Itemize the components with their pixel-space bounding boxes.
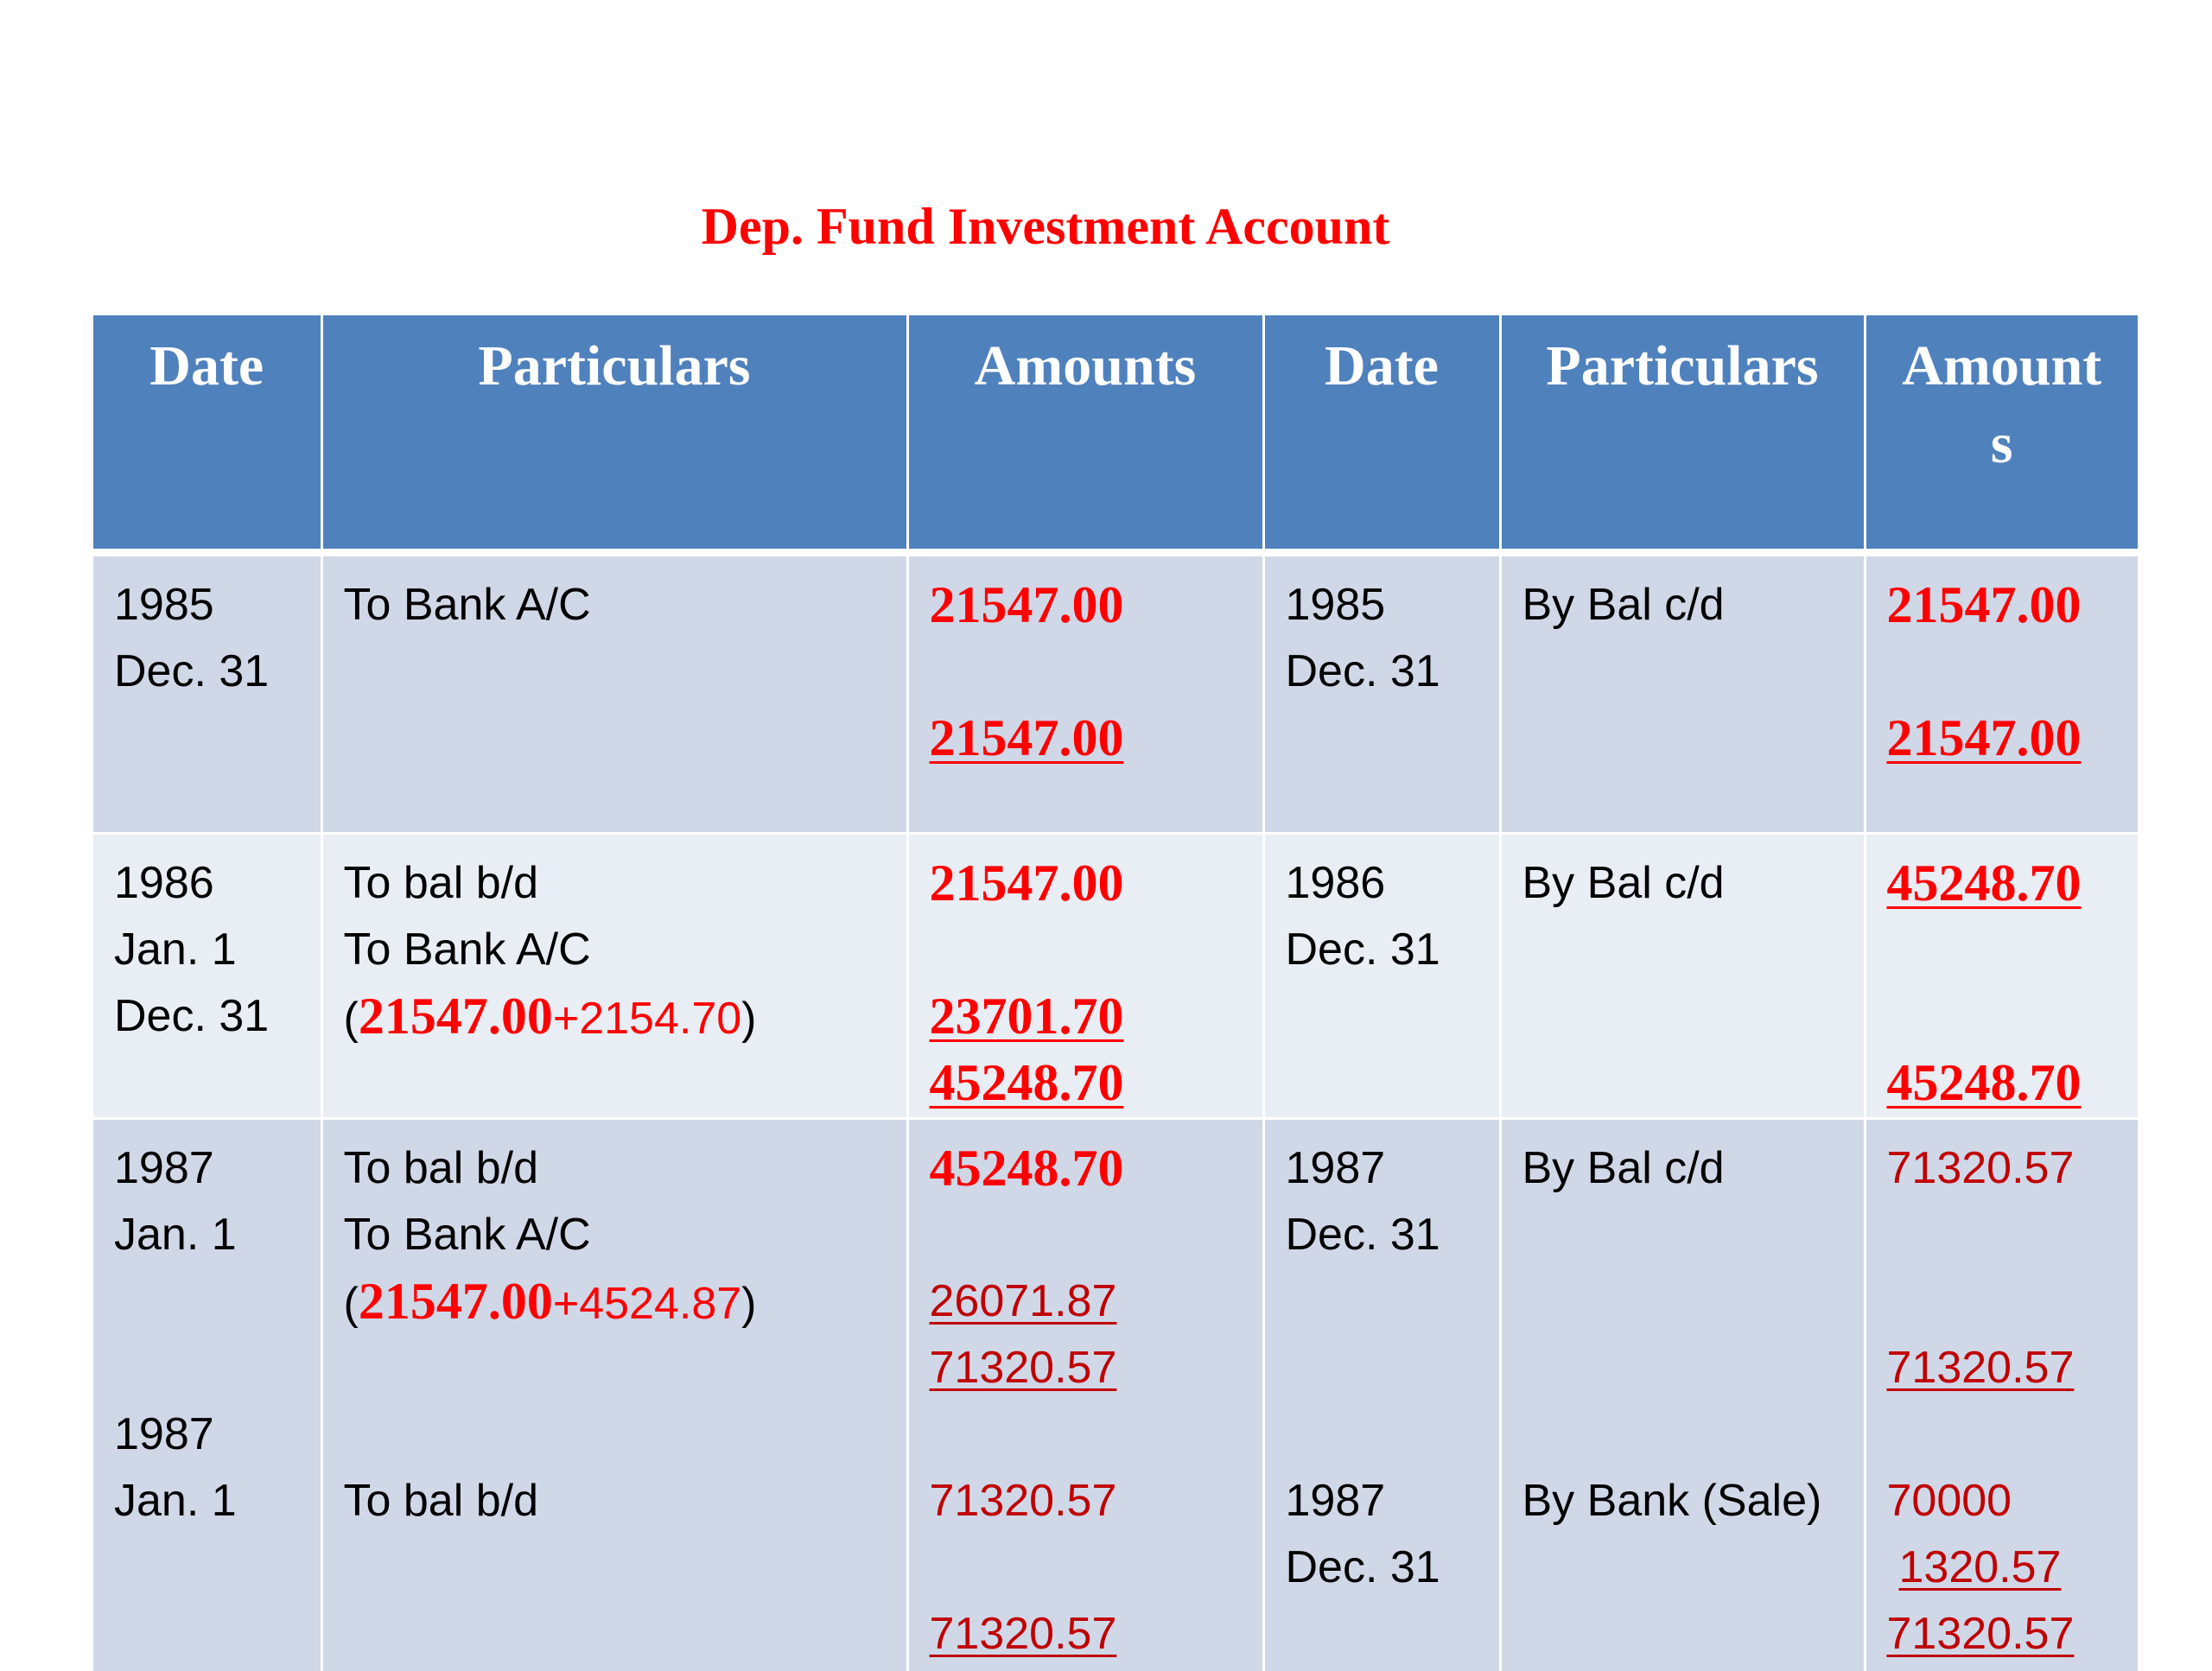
dr-amounts-cell: 21547.00 23701.70 45248.70 (907, 833, 1263, 1118)
header-dr-particulars: Particulars (321, 315, 907, 552)
header-dr-date: Date (93, 315, 321, 552)
cr-date-cell: 1986 Dec. 31 (1263, 833, 1500, 1118)
cr-amounts-cell: 21547.00 21547.00 (1865, 552, 2138, 833)
page-title: Dep. Fund Investment Account (701, 198, 1390, 255)
header-cr-amounts: Amount s (1865, 315, 2138, 552)
cr-date-cell: 1985 Dec. 31 (1263, 552, 1500, 833)
total-amount: 71320.57 (929, 1342, 1117, 1393)
dr-date-cell: 1986 Jan. 1 Dec. 31 (93, 833, 321, 1118)
table-row (93, 833, 2138, 1118)
header-cr-date: Date (1263, 315, 1500, 552)
total-amount: 71320.57 (929, 1608, 1117, 1659)
table-row (93, 1118, 2138, 1671)
header-cr-particulars: Particulars (1500, 315, 1865, 552)
dr-particulars-cell: To bal b/d To Bank A/C (21547.00+4524.87) To bal b/d (321, 1118, 907, 1671)
total-amount: 45248.70 (1886, 1053, 2082, 1111)
table-row (93, 552, 2138, 833)
dr-date-cell: 1987 Jan. 1 1987 Jan. 1 (93, 1118, 321, 1671)
dr-particulars-cell: To Bank A/C (321, 552, 907, 833)
interest-formula: (21547.00+2154.70) (343, 987, 757, 1045)
interest-formula: (21547.00+4524.87) (343, 1272, 757, 1330)
total-amount: 21547.00 (1886, 708, 2082, 766)
dr-particulars-cell: To bal b/d To Bank A/C (21547.00+2154.70) (321, 833, 907, 1118)
header-dr-amounts: Amounts (907, 315, 1263, 552)
total-amount: 71320.57 (1886, 1342, 2075, 1393)
dr-amounts-cell: 45248.70 26071.87 71320.57 71320.57 71320.57 (907, 1118, 1263, 1671)
cr-particulars-cell: By Bal c/d (1500, 552, 1865, 833)
cr-amounts-cell: 71320.57 71320.57 70000 1320.57 71320.57 (1865, 1118, 2138, 1671)
cr-date-cell: 1987 Dec. 31 1987 Dec. 31 (1263, 1118, 1500, 1671)
cr-particulars-cell: By Bal c/d (1500, 833, 1865, 1118)
header-row (93, 315, 2138, 552)
total-amount: 71320.57 (1886, 1608, 2075, 1659)
dr-amounts-cell: 21547.00 21547.00 (907, 552, 1263, 833)
ledger-table (93, 315, 2138, 1671)
dr-date-cell: 1985 Dec. 31 (93, 552, 321, 833)
total-amount: 21547.00 (929, 708, 1124, 766)
total-amount: 45248.70 (929, 1053, 1124, 1111)
cr-particulars-cell: By Bal c/d By Bank (Sale) (1500, 1118, 1865, 1671)
cr-amounts-cell: 45248.70 45248.70 (1865, 833, 2138, 1118)
